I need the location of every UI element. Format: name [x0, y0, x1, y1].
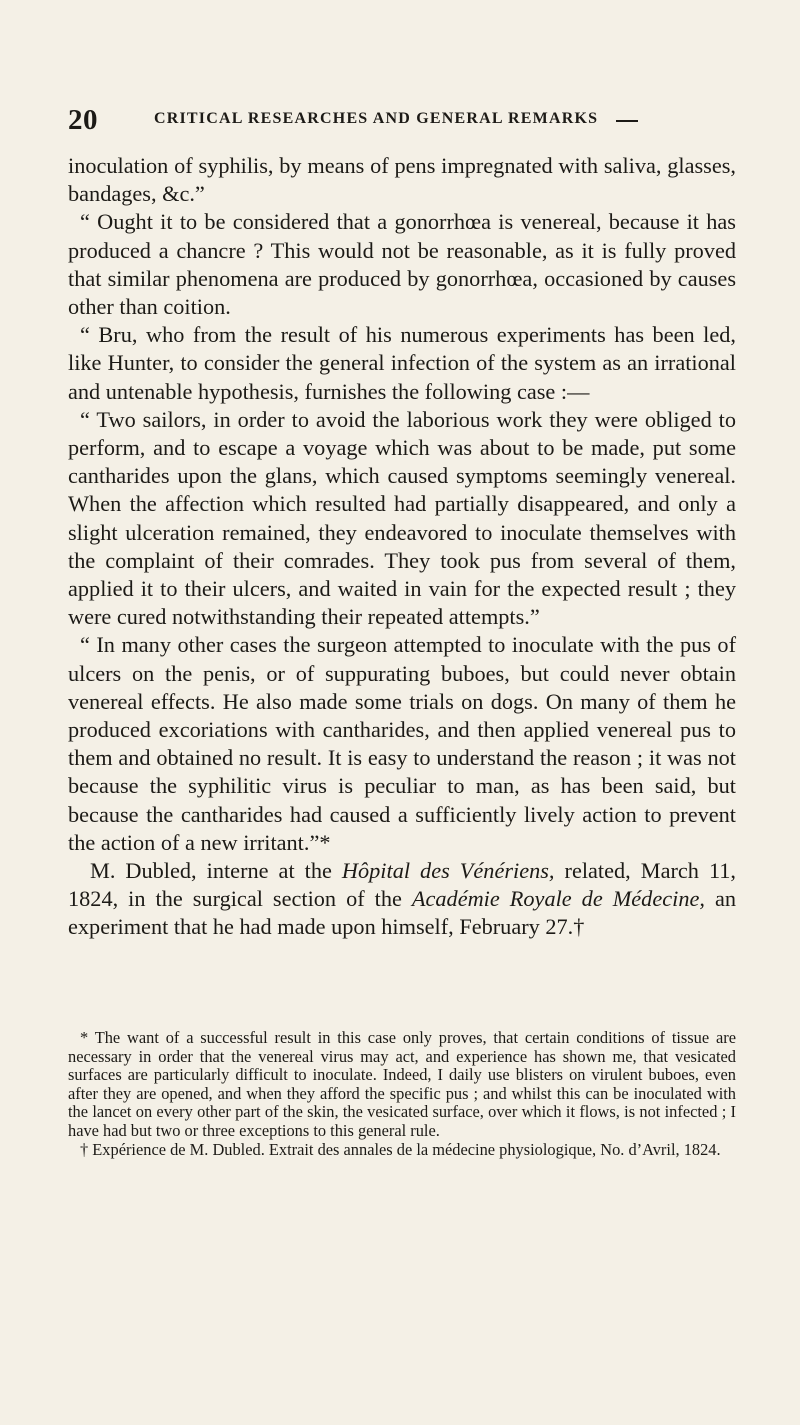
running-head — [68, 104, 736, 140]
paragraph-continued: inoculation of syphilis, by means of pens impregnated with saliva, glasses, bandages, &c.” — [68, 153, 736, 207]
dubled-hospital-name: Hôpital des Vénériens, — [341, 858, 555, 884]
paragraph-two-sailors: “ Two sailors, in order to avoid the laborious work they were obliged to perform, and to escape a voyage which was about to be made, put some cantharides upon the glans, which caused symptoms seemingly venereal. When the affection which resulted had partially disappeared, and only a slight ulceration remained, they endeavored to inoculate themselves with the complaint of their comrades. They took pus from several of them, applied it to their ulcers, and waited in vain for the expected result ; they were cured notwithstanding their repeated attempts.” — [68, 406, 736, 630]
page-number: 20 — [68, 104, 98, 136]
dubled-text-1: M. Dubled, interne at the — [90, 858, 342, 884]
paragraph-other-cases: “ In many other cases the surgeon attempted to inoculate with the pus of ulcers on the penis, or of suppurating buboes, but could never obtain venereal effects. He also made some trials on dogs. On many of them he produced excoriations with cantharides, and then applied venereal pus to them and obtained no result. It is easy to understand the reason ; it was not because the syphilitic virus is peculiar to man, as has been said, but because the cantharides had caused a sufficiently lively action to prevent the action of a new irritant.”* — [68, 632, 736, 855]
footnote-asterisk: * The want of a successful result in this case only proves, that certain conditions of tissue are necessary in order that the venereal virus may act, and experience has shown me, that vesicated surfaces are particularly difficult to inoculate. Indeed, I daily use blisters on virulent buboes, even after they are opened, and when they afford the specific pus ; and whilst this can be inoculated with the lancet on every other part of the skin, the vesicated surface, over which it flows, is not infected ; I have had but two or three exceptions to this general rule. — [68, 1028, 736, 1140]
dubled-text-3: an experiment that he had made upon himself, February 27.† — [68, 886, 736, 940]
running-title: CRITICAL RESEARCHES AND GENERAL REMARKS — [154, 110, 599, 127]
paragraph-gonorrhoea: “ Ought it to be considered that a gonorrhœa is venereal, because it has produced a chancre ? This would not be reasonable, as it is fully proved that similar phenomena are produced by gonorrhœa, occasioned by causes other than coition. — [68, 209, 736, 320]
paragraph-dubled — [68, 857, 736, 942]
paragraph-bru: “ Bru, who from the result of his numerous experiments has been led, like Hunter, to consider the general infection of the system as an irrational and untenable hypothesis, furnishes the following case :— — [68, 322, 736, 404]
footnote-dagger: † Expérience de M. Dubled. Extrait des annales de la médecine physiologique, No. d’Avril, 1824. — [80, 1139, 721, 1159]
dubled-academy-name: Académie Royale de Médecine, — [411, 886, 705, 912]
dubled-text-2: related, March 11, 1824, in the surgical section of the — [68, 858, 737, 912]
body-text — [68, 152, 736, 942]
footnotes — [68, 1029, 736, 1159]
header-rule — [616, 120, 638, 122]
